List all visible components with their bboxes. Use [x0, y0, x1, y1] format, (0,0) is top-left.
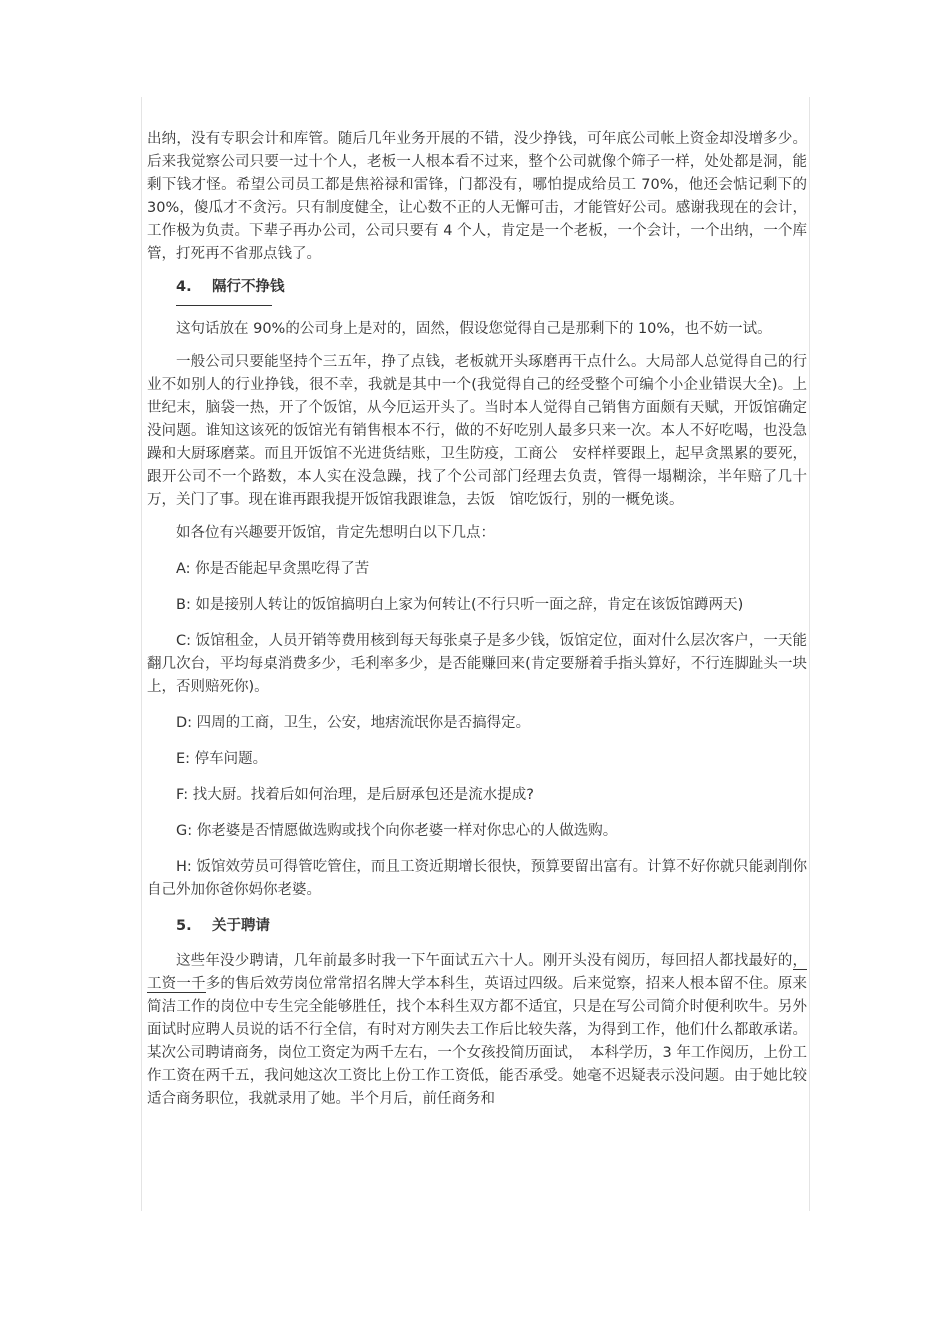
list-item-b: B: 如是接别人转让的饭馆搞明白上家为何转让(不行只听一面之辞，肯定在该饭馆蹲两天): [176, 597, 744, 613]
list-item-c: C: 饭馆租金，人员开销等费用核到每天每张桌子是多少钱，饭馆定位，面对什么层次客户，一天能翻几次台，平均每桌消费多少，毛利率多少，是否能赚回来(肯定要掰着手指头算好，不行连脚趾头一块上，否则赔死你)。: [147, 633, 807, 695]
section-heading-4: [176, 276, 807, 299]
list-item-d: D: 四周的工商，卫生，公安，地痞流氓你是否搞得定。: [176, 715, 531, 731]
paragraph-hiring-part1: 这些年没少聘请，几年前最多时我一下午面试五六十人。刚开头没有阅历，每回招人都找最好的: [176, 953, 793, 969]
document-body: [147, 128, 807, 1121]
list-item-e: E: 停车问题。: [176, 751, 268, 767]
paragraph-intro: 这句话放在 90%的公司身上是对的，固然，假设您觉得自己是那剩下的 10%，也不妨一试。: [176, 321, 772, 337]
list-item-a: A: 你是否能起早贪黑吃得了苦: [176, 561, 370, 577]
underlined-text: ，工资一千: [147, 953, 807, 992]
paragraph-hiring-part2: 多的售后效劳岗位常常招名牌大学本科生，英语过四级。后来觉察，招来人根本留不住。原来简洁工作的岗位中专生完全能够胜任，找个本科生双方都不适宜，只是在写公司简介时便利吹牛。另外面试时应聘人员说的话不行全信，有时对方刚失去工作后比较失落，为得到工作，他们什么都敢承诺。某次公司聘请商务，岗位工资定为两千左右，一个女孩投简历面试， 本科学历，3 年工作阅历，上份工作工资在两千五，我问她这次工资比上份工作工资低，能否承受。她毫不迟疑表示没问题。由于她比较适合商务职位，我就录用了她。半个月后，前任商务和: [147, 976, 808, 1107]
paragraph-checklist-intro: 如各位有兴趣要开饭馆，肯定先想明白以下几点：: [176, 525, 495, 541]
paragraph-staffing: 出纳，没有专职会计和库管。随后几年业务开展的不错，没少挣钱，可年底公司帐上资金却没增多少。后来我觉察公司只要一过十个人，老板一人根本看不过来，整个公司就像个筛子一样，处处都是洞，能剩下钱才怪。希望公司员工都是焦裕禄和雷锋，门都没有，哪怕提成给员工 70%，他还会惦记剩下的 30%，傻瓜才不贪污。只有制度健全，让心数不正的人无懈可击，才能管好公司。感谢我现在的会计，工作极为负责。下辈子再办公司，公司只要有 4 个人，肯定是一个老板，一个会计，一个出纳，一个库管，打死再不省那点钱了。: [147, 131, 807, 262]
section-title: 关于聘请: [212, 918, 270, 934]
section-number: 4.: [176, 279, 192, 295]
heading-underline: [176, 305, 272, 306]
list-item-f: F: 找大厨。找着后如何治理，是后厨承包还是流水提成?: [176, 787, 534, 803]
list-item-g: G: 你老婆是否情愿做选购或找个向你老婆一样对你忠心的人做选购。: [176, 823, 618, 839]
section-number: 5.: [176, 918, 192, 934]
section-heading-5: [176, 915, 807, 938]
paragraph-restaurant-story: 一般公司只要能坚持个三五年，挣了点钱，老板就开头琢磨再干点什么。大局部人总觉得自己的行业不如别人的行业挣钱，很不幸，我就是其中一个(我觉得自己的经受整个可编个小企业错误大全)。上世纪末，脑袋一热，开了个饭馆，从今厄运开头了。当时本人觉得自己销售方面颇有天赋，开饭馆确定没问题。谁知这该死的饭馆光有销售根本不行，做的不好吃别人最多只来一次。本人不好吃喝，也没急躁和大厨琢磨菜。而且开饭馆不光进货结账，卫生防疫，工商公 安样样要跟上，起早贪黑累的要死，跟开公司不一个路数，本人实在没急躁，找了个公司部门经理去负责，管得一塌糊涂，半年赔了几十万，关门了事。现在谁再跟我提开饭馆我跟谁急，去饭 馆吃饭行，别的一概免谈。: [147, 354, 807, 508]
list-item-h: H: 饭馆效劳员可得管吃管住，而且工资近期增长很快，预算要留出富有。计算不好你就只能剥削你自己外加你爸你妈你老婆。: [147, 859, 807, 898]
paragraph-hiring: [147, 950, 807, 1111]
section-title: 隔行不挣钱: [212, 279, 285, 295]
